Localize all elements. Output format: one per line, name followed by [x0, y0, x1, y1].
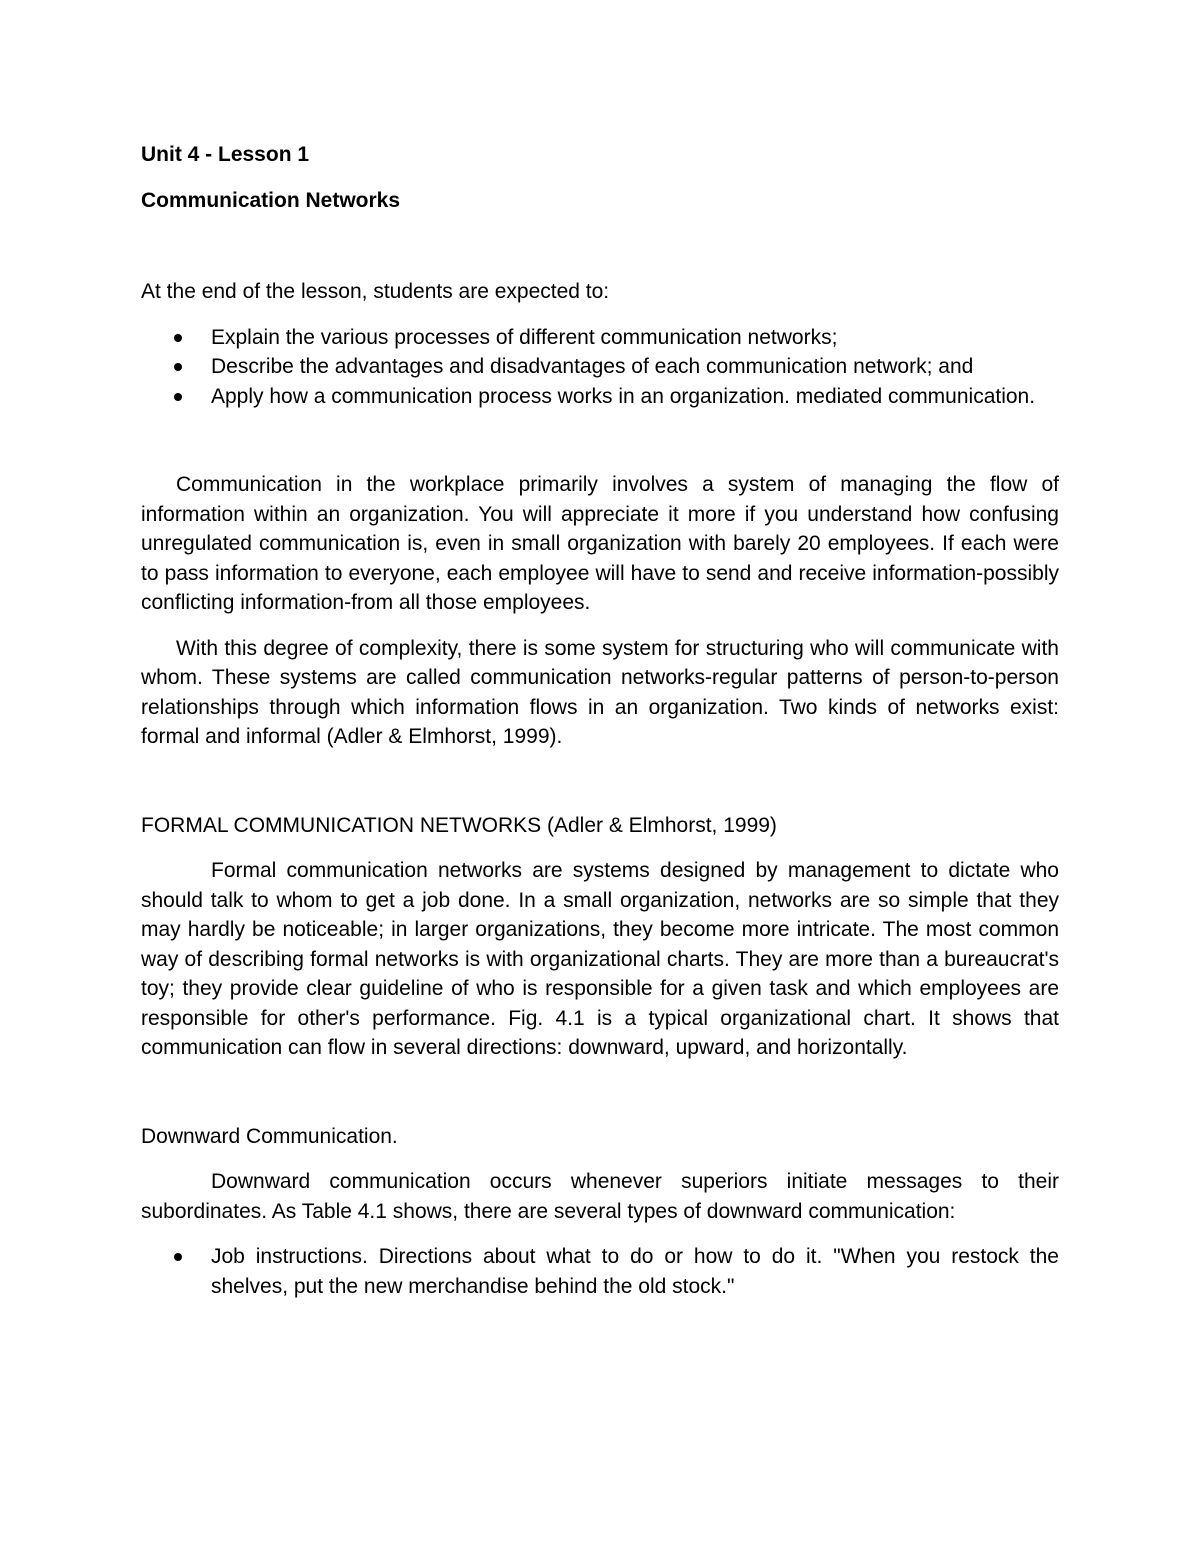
downward-type-text: Job instructions. Directions about what to do or how to do it. "When you restock the shelves, put the new merchandise behind the old stock." [211, 1245, 1059, 1298]
bullet-icon [174, 1253, 182, 1261]
list-item [141, 352, 1059, 382]
section-heading: FORMAL COMMUNICATION NETWORKS (Adler & Elmhorst, 1999) [141, 813, 777, 837]
bullet-icon [174, 393, 182, 401]
objective-text: Apply how a communication process works in an organization. mediated communication. [211, 384, 1036, 408]
list-item [141, 323, 1059, 353]
paragraph: With this degree of complexity, there is some system for structuring who will communicate with whom. These systems are called communication networks-regular patterns of person-to-person relationships through which information flows in an organization. Two kinds of networks exist: formal and informal (Adler & Elmhorst, 1999). [141, 636, 1059, 748]
objectives-intro: At the end of the lesson, students are expected to: [141, 280, 610, 303]
bullet-icon [174, 363, 182, 371]
paragraph: Downward communication occurs whenever superiors initiate messages to their subordinates. As Table 4.1 shows, there are several types of downward communication: [141, 1170, 1059, 1223]
objectives-list [141, 323, 1059, 412]
document-page [141, 140, 1059, 1301]
objective-text: Describe the advantages and disadvantages of each communication network; and [211, 355, 974, 378]
lesson-title: Communication Networks [141, 188, 401, 212]
subsection-heading: Downward Communication. [141, 1124, 398, 1148]
paragraph: Formal communication networks are systems designed by management to dictate who should talk to whom to get a job done. In a small organization, networks are so simple that they may hardly be noticeable; in larger organizations, they become more intricate. The most common way of describing formal networks is with organizational charts. They are more than a bureaucrat's toy; they provide clear guideline of who is responsible for a given task and which employees are responsible for other's performance. Fig. 4.1 is a typical organizational chart. It shows that communication can flow in several directions: downward, upward, and horizontally. [141, 859, 1059, 1059]
list-item [141, 1242, 1059, 1301]
bullet-icon [174, 334, 182, 342]
list-item [141, 382, 1059, 412]
unit-title: Unit 4 - Lesson 1 [141, 143, 310, 166]
paragraph: Communication in the workplace primarily involves a system of managing the flow of information within an organization. You will appreciate it more if you understand how confusing unregulated communication is, even in small organization with barely 20 employees. If each were to pass information to everyone, each employee will have to send and receive information-possibly conflicting information-from all those employees. [141, 473, 1059, 614]
downward-types-list [141, 1242, 1059, 1301]
objective-text: Explain the various processes of different communication networks; [211, 325, 838, 349]
